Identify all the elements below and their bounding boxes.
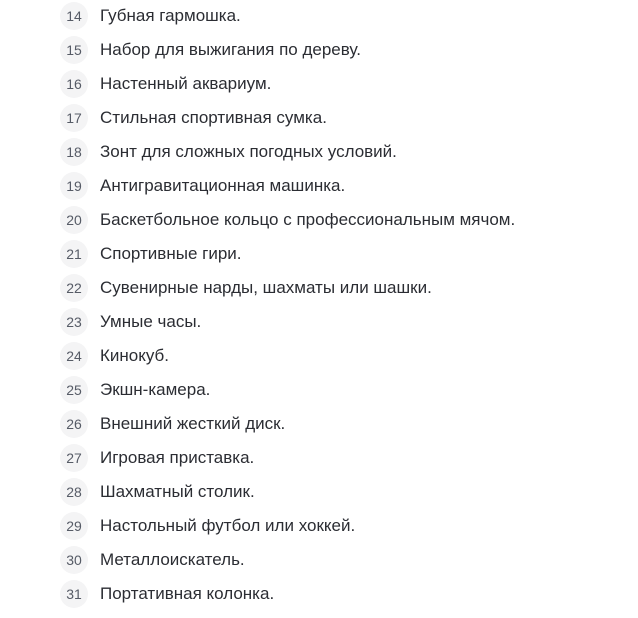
- item-number-badge: 27: [60, 444, 88, 472]
- item-text: Стильная спортивная сумка.: [100, 108, 327, 127]
- item-number-badge: 15: [60, 36, 88, 64]
- list-item: [60, 2, 241, 30]
- list-item: [60, 376, 210, 404]
- list-item: [60, 580, 274, 608]
- item-number-badge: 20: [60, 206, 88, 234]
- item-text: Кинокуб.: [100, 346, 170, 365]
- item-text: Набор для выжигания по дереву.: [100, 40, 361, 59]
- item-text: Внешний жесткий диск.: [100, 414, 286, 433]
- item-text: Зонт для сложных погодных условий.: [100, 142, 397, 161]
- item-text: Губная гармошка.: [100, 6, 241, 25]
- item-number-badge: 28: [60, 478, 88, 506]
- item-number-badge: 30: [60, 546, 88, 574]
- list-item: [60, 274, 432, 302]
- list-item: [60, 512, 355, 540]
- item-number-badge: 19: [60, 172, 88, 200]
- list-item: [60, 478, 255, 506]
- item-number-badge: 23: [60, 308, 88, 336]
- item-text: Металлоискатель.: [100, 550, 245, 569]
- list-item: [60, 70, 271, 98]
- item-number-badge: 21: [60, 240, 88, 268]
- item-number-badge: 31: [60, 580, 88, 608]
- list-item: [60, 444, 254, 472]
- list-item: [60, 308, 201, 336]
- item-text: Настенный аквариум.: [100, 74, 272, 93]
- item-text: Игровая приставка.: [100, 448, 255, 467]
- item-number-badge: 29: [60, 512, 88, 540]
- item-number-badge: 14: [60, 2, 88, 30]
- list-item: [60, 36, 361, 64]
- item-text: Антигравитационная машинка.: [100, 176, 346, 195]
- item-text: Спортивные гири.: [100, 244, 242, 263]
- item-number-badge: 16: [60, 70, 88, 98]
- item-number-badge: 25: [60, 376, 88, 404]
- item-number-badge: 17: [60, 104, 88, 132]
- item-text: Шахматный столик.: [100, 482, 255, 501]
- item-text: Портативная колонка.: [100, 584, 275, 603]
- list-item: [60, 172, 345, 200]
- list-item: [60, 240, 242, 268]
- item-text: Сувенирные нарды, шахматы или шашки.: [100, 278, 432, 297]
- item-number-badge: 24: [60, 342, 88, 370]
- item-text: Настольный футбол или хоккей.: [100, 516, 356, 535]
- list-item: [60, 410, 285, 438]
- list-item: [60, 138, 397, 166]
- list-item: [60, 546, 245, 574]
- list-item: [60, 104, 327, 132]
- item-text: Умные часы.: [100, 312, 202, 331]
- list-item: [60, 342, 169, 370]
- item-text: Баскетбольное кольцо с профессиональным мячом.: [100, 210, 516, 229]
- item-text: Экшн-камера.: [100, 380, 211, 399]
- item-number-badge: 26: [60, 410, 88, 438]
- item-number-badge: 18: [60, 138, 88, 166]
- item-number-badge: 22: [60, 274, 88, 302]
- list-item: [60, 206, 515, 234]
